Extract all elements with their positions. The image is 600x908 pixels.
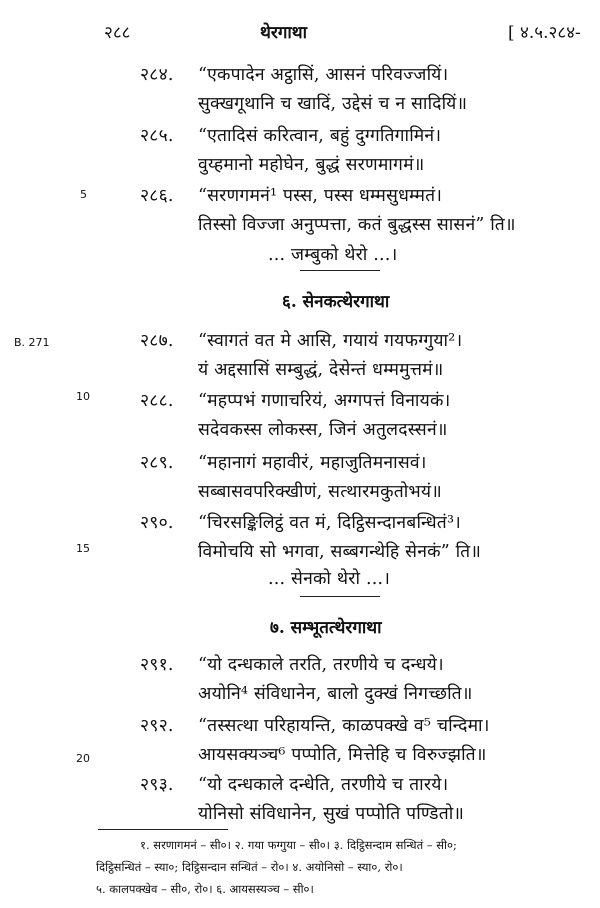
verse-line: “एकपादेन अट्ठासिं, आसनं परिवज्जयिं। <box>198 65 449 85</box>
verse-line: “तस्सत्था परिहायन्ति, काळपक्खे व⁵ चन्दिमा। <box>198 716 490 736</box>
verse-line: “महानागं महावीरं, महाजुतिमनासवं। <box>198 453 427 473</box>
verse-line: “एतादिसं करित्वान, बहुं दुग्गतिगामिनं। <box>198 126 442 146</box>
verse-line: “यो दन्धकाले तरति, तरणीये च दन्धये। <box>198 655 444 675</box>
verse-number: २८४. <box>140 65 174 85</box>
verse-number: २९०. <box>140 513 174 533</box>
verse-line: “सरणगमनं¹ पस्स, पस्स धम्मसुधम्मतं। <box>198 186 443 206</box>
section-divider <box>300 270 380 271</box>
section-divider <box>300 596 380 597</box>
line-number-5: 5 <box>80 188 87 201</box>
section-title: ७. सम्भूतत्थेरगाथा <box>270 618 382 638</box>
verse-line: आयसक्यञ्च⁶ पप्पोति, मित्तेहि च विरुज्झति॥ <box>198 745 487 765</box>
poem-ending: ... सेनको थेरो ...। <box>268 569 391 589</box>
verse-number: २८५. <box>140 126 174 146</box>
footnote-line: दिट्ठिसन्धितं – स्या०; दिट्ठिसन्दान सन्धितं – रो०। ४. अयोनिसो – स्या०, रो०। <box>96 860 403 874</box>
verse-number: २८६. <box>140 186 174 206</box>
verse-line: सब्बासवपरिक्खीणं, सत्थारमकुतोभयं॥ <box>198 482 442 502</box>
verse-number: २८८. <box>140 391 174 411</box>
verse-number: २९२. <box>140 716 174 736</box>
poem-ending: ... जम्बुको थेरो ...। <box>268 245 398 265</box>
verse-line: “महप्पभं गणाचरियं, अग्गपत्तं विनायकं। <box>198 391 451 411</box>
verse-line: विमोचयि सो भगवा, सब्बगन्थेहि सेनकं” ति॥ <box>198 542 482 562</box>
line-number-15: 15 <box>76 542 90 555</box>
verse-line: अयोनि⁴ संविधानेन, बालो दुक्खं निगच्छति॥ <box>198 684 473 704</box>
footnote-line: १. सरणागमनं – सी०। २. गया फग्गुया – सी०। ३. दिट्ठिसन्दाम सन्धितं – सी०; <box>140 838 457 852</box>
verse-line: वुय्हमानो महोघेन, बुद्धं सरणमागमं॥ <box>198 155 425 175</box>
verse-number: २८९. <box>140 453 174 473</box>
verse-number: २९१. <box>140 655 174 675</box>
verse-number: २८७. <box>140 331 174 351</box>
verse-line: तिस्सो विज्जा अनुप्पत्ता, कतं बुद्धस्स सासनं” ति॥ <box>198 215 516 235</box>
verse-line: योनिसो संविधानेन, सुखं पप्पोति पण्डितो॥ <box>198 804 465 824</box>
verse-line: “चिरसङ्किलिट्ठं वत मं, दिट्ठिसन्दानबन्धितं³। <box>198 513 462 533</box>
footnote-rule <box>98 829 228 830</box>
page-number: २८८ <box>104 23 131 43</box>
verse-line: सदेवकस्स लोकस्स, जिनं अतुलदस्सनं॥ <box>198 420 448 440</box>
running-title: थेरगाथा <box>260 23 308 43</box>
verse-line: सुक्खगूथानि च खादिं, उद्देसं च न सादियिं॥ <box>198 94 468 114</box>
footnote-line: ५. कालपक्खेव – सी०, रो०। ६. आयसस्यञ्च – सी०। <box>96 882 314 896</box>
verse-reference: [ ४.५.२८४- <box>508 23 581 43</box>
pts-page-marker: B. 271 <box>14 336 50 349</box>
line-number-20: 20 <box>76 752 90 765</box>
verse-line: यं अद्दसासिं सम्बुद्धं, देसेन्तं धम्ममुत्तमं॥ <box>198 360 444 380</box>
verse-number: २९३. <box>140 775 174 795</box>
verse-line: “यो दन्धकाले दन्धेति, तरणीये च तारये। <box>198 775 449 795</box>
section-title: ६. सेनकत्थेरगाथा <box>282 292 390 312</box>
verse-line: “स्वागतं वत मे आसि, गयायं गयफग्गुया²। <box>198 331 463 351</box>
line-number-10: 10 <box>76 390 90 403</box>
